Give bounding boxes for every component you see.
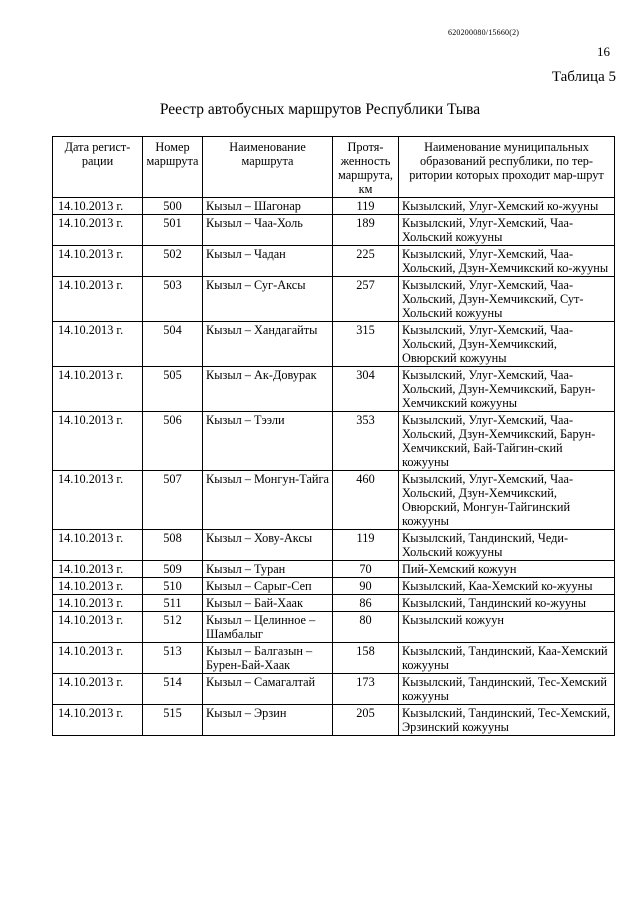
table-row [53,322,615,367]
cell-date: 14.10.2013 г. [53,674,143,705]
column-header-areas: Наименование муниципальных образований республики, по тер-ритории которых проходит мар-шрут [399,137,615,198]
table-row [53,674,615,705]
cell-route-length: 353 [333,412,399,471]
column-header-date: Дата регист-рации [53,137,143,198]
table-row [53,530,615,561]
cell-municipal-areas: Кызылский кожуун [399,612,615,643]
cell-route-name: Кызыл – Монгун-Тайга [203,471,333,530]
cell-route-name: Кызыл – Бай-Хаак [203,595,333,612]
column-header-name: Наименование маршрута [203,137,333,198]
cell-route-name: Кызыл – Чадан [203,246,333,277]
cell-route-length: 225 [333,246,399,277]
cell-route-length: 119 [333,198,399,215]
cell-route-name: Кызыл – Самагалтай [203,674,333,705]
cell-route-length: 90 [333,578,399,595]
cell-route-number: 515 [143,705,203,736]
cell-route-length: 315 [333,322,399,367]
cell-municipal-areas: Кызылский, Улуг-Хемский, Чаа-Хольский, Дзун-Хемчикский, Барун-Хемчикский, Бай-Тайгин-ский кожууны [399,412,615,471]
table-header-row [53,137,615,198]
cell-municipal-areas: Кызылский, Улуг-Хемский, Чаа-Хольский, Дзун-Хемчикский, Овюрский, Монгун-Тайгинский кожууны [399,471,615,530]
table-label: Таблица 5 [551,69,616,85]
cell-route-number: 514 [143,674,203,705]
cell-date: 14.10.2013 г. [53,198,143,215]
cell-route-name: Кызыл – Сарыг-Сеп [203,578,333,595]
table-row [53,471,615,530]
cell-date: 14.10.2013 г. [53,705,143,736]
cell-route-length: 119 [333,530,399,561]
cell-route-number: 509 [143,561,203,578]
table-row [53,595,615,612]
cell-date: 14.10.2013 г. [53,595,143,612]
cell-route-length: 80 [333,612,399,643]
table-row [53,643,615,674]
column-header-length: Протя-женность маршрута, км [333,137,399,198]
cell-municipal-areas: Кызылский, Улуг-Хемский, Чаа-Хольский, Дзун-Хемчикский, Сут-Хольский кожууны [399,277,615,322]
cell-date: 14.10.2013 г. [53,367,143,412]
cell-route-name: Кызыл – Хову-Аксы [203,530,333,561]
cell-route-number: 501 [143,215,203,246]
table-row [53,561,615,578]
column-header-number: Номер маршрута [143,137,203,198]
cell-route-name: Кызыл – Эрзин [203,705,333,736]
cell-municipal-areas: Кызылский, Тандинский ко-жууны [399,595,615,612]
cell-date: 14.10.2013 г. [53,643,143,674]
routes-table [52,136,615,736]
table-row [53,215,615,246]
cell-route-number: 512 [143,612,203,643]
cell-municipal-areas: Кызылский, Тандинский, Тес-Хемский, Эрзинский кожууны [399,705,615,736]
cell-route-number: 505 [143,367,203,412]
cell-route-name: Кызыл – Ак-Довурак [203,367,333,412]
cell-route-length: 257 [333,277,399,322]
cell-municipal-areas: Кызылский, Улуг-Хемский, Чаа-Хольский, Дзун-Хемчикский, Барун-Хемчикский кожууны [399,367,615,412]
cell-route-length: 173 [333,674,399,705]
cell-municipal-areas: Кызылский, Улуг-Хемский, Чаа-Хольский кожууны [399,215,615,246]
cell-route-length: 86 [333,595,399,612]
cell-municipal-areas: Кызылский, Улуг-Хемский, Чаа-Хольский, Дзун-Хемчикский ко-жууны [399,246,615,277]
table-row [53,277,615,322]
cell-route-length: 460 [333,471,399,530]
table-row [53,198,615,215]
cell-municipal-areas: Кызылский, Улуг-Хемский, Чаа-Хольский, Дзун-Хемчикский, Овюрский кожууны [399,322,615,367]
cell-route-name: Кызыл – Чаа-Холь [203,215,333,246]
table-row [53,612,615,643]
cell-date: 14.10.2013 г. [53,612,143,643]
cell-municipal-areas: Кызылский, Тандинский, Чеди-Хольский кожууны [399,530,615,561]
cell-route-number: 513 [143,643,203,674]
cell-municipal-areas: Кызылский, Тандинский, Тес-Хемский кожууны [399,674,615,705]
cell-date: 14.10.2013 г. [53,215,143,246]
cell-route-number: 503 [143,277,203,322]
cell-date: 14.10.2013 г. [53,277,143,322]
cell-municipal-areas: Кызылский, Каа-Хемский ко-жууны [399,578,615,595]
cell-route-name: Кызыл – Суг-Аксы [203,277,333,322]
cell-route-length: 70 [333,561,399,578]
cell-route-number: 507 [143,471,203,530]
cell-route-number: 500 [143,198,203,215]
cell-route-number: 506 [143,412,203,471]
cell-route-length: 158 [333,643,399,674]
cell-route-name: Кызыл – Хандагайты [203,322,333,367]
cell-route-number: 511 [143,595,203,612]
cell-route-number: 510 [143,578,203,595]
table-row [53,412,615,471]
cell-route-name: Кызыл – Шагонар [203,198,333,215]
table-row [53,367,615,412]
table-row [53,246,615,277]
cell-route-length: 205 [333,705,399,736]
cell-route-name: Кызыл – Целинное – Шамбалыг [203,612,333,643]
cell-route-number: 504 [143,322,203,367]
page-number: 16 [597,44,610,59]
cell-route-number: 508 [143,530,203,561]
cell-municipal-areas: Кызылский, Улуг-Хемский ко-жууны [399,198,615,215]
table-row [53,705,615,736]
cell-route-name: Кызыл – Тээли [203,412,333,471]
cell-date: 14.10.2013 г. [53,322,143,367]
cell-municipal-areas: Пий-Хемский кожуун [399,561,615,578]
cell-route-name: Кызыл – Балгазын – Бурен-Бай-Хаак [203,643,333,674]
cell-date: 14.10.2013 г. [53,471,143,530]
page-title: Реестр автобусных маршрутов Республики Тыва [159,101,481,118]
cell-date: 14.10.2013 г. [53,530,143,561]
table-row [53,578,615,595]
cell-route-length: 189 [333,215,399,246]
table-body [53,198,615,736]
cell-date: 14.10.2013 г. [53,578,143,595]
cell-date: 14.10.2013 г. [53,412,143,471]
cell-date: 14.10.2013 г. [53,561,143,578]
cell-route-number: 502 [143,246,203,277]
cell-route-length: 304 [333,367,399,412]
document-id: 620200080/15660(2) [448,28,520,37]
cell-date: 14.10.2013 г. [53,246,143,277]
cell-route-name: Кызыл – Туран [203,561,333,578]
cell-municipal-areas: Кызылский, Тандинский, Каа-Хемский кожууны [399,643,615,674]
